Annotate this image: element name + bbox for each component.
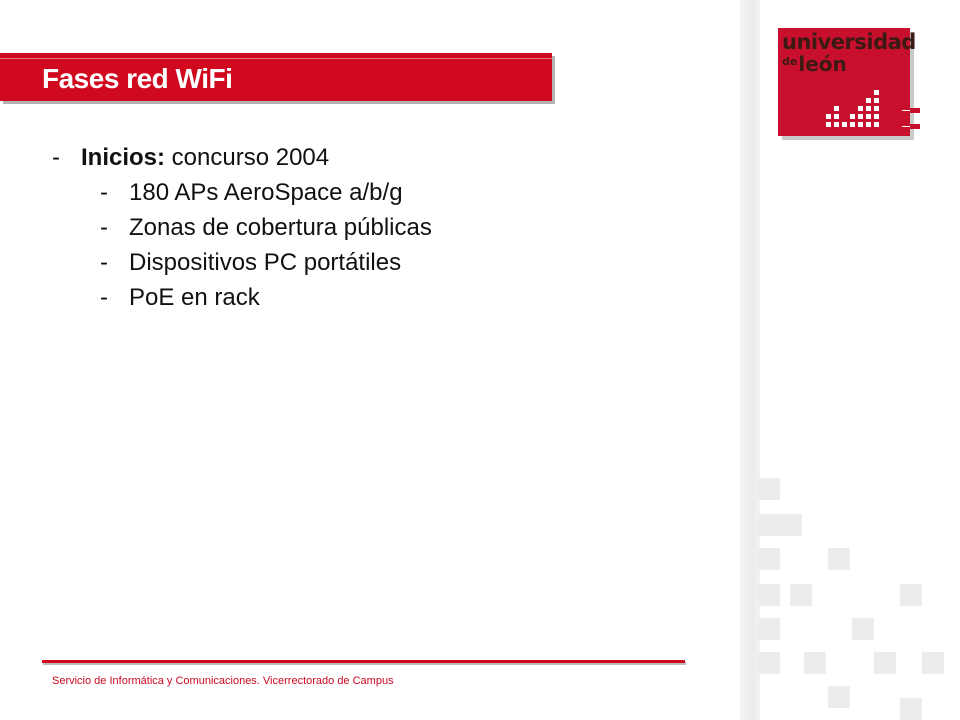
logo-line1: universidad (782, 30, 916, 54)
decor-square (758, 478, 780, 500)
bullet-rest-text: concurso 2004 (165, 144, 330, 171)
bullet-dash: - (52, 144, 60, 171)
bullet-dash: - (100, 249, 108, 276)
footer-text: Servicio de Informática y Comunicaciones. Vicerrectorado de Campus (52, 675, 394, 687)
bullet-text: Zonas de cobertura públicas (129, 214, 432, 241)
decor-square (758, 652, 780, 674)
decor-square (852, 618, 874, 640)
decor-square (828, 548, 850, 570)
decor-square (900, 584, 922, 606)
bullet-item (52, 245, 712, 280)
side-decor-strip (740, 0, 760, 720)
bullet-item (52, 210, 712, 245)
university-logo (778, 28, 928, 138)
bullet-dash: - (100, 284, 108, 311)
decor-square (804, 652, 826, 674)
footer-divider (42, 660, 685, 663)
title-bar (0, 53, 552, 101)
logo-bars-icon (778, 28, 930, 140)
decor-square (758, 514, 802, 536)
bullet-text: Dispositivos PC portátiles (129, 249, 402, 276)
decor-square (790, 584, 812, 606)
bullet-item (52, 140, 712, 175)
bullet-bold-text: Inicios: (81, 144, 166, 171)
bullet-item (52, 175, 712, 210)
slide-title: Fases red WiFi (42, 63, 233, 94)
decor-square (922, 652, 944, 674)
decor-square (874, 652, 896, 674)
decor-square (828, 686, 850, 708)
bullet-text: 180 APs AeroSpace a/b/g (129, 179, 403, 206)
decor-square (758, 548, 780, 570)
decor-square (758, 618, 780, 640)
decor-square (758, 584, 780, 606)
logo-line2-small: de (782, 55, 798, 68)
decor-square (900, 698, 922, 720)
bullet-dash: - (100, 214, 108, 241)
bullet-text (81, 140, 329, 175)
bullet-item (52, 280, 712, 315)
bullet-dash: - (100, 179, 108, 206)
bullet-text: PoE en rack (129, 284, 260, 311)
bullet-list (52, 140, 712, 315)
logo-line2-main: león (798, 52, 847, 76)
